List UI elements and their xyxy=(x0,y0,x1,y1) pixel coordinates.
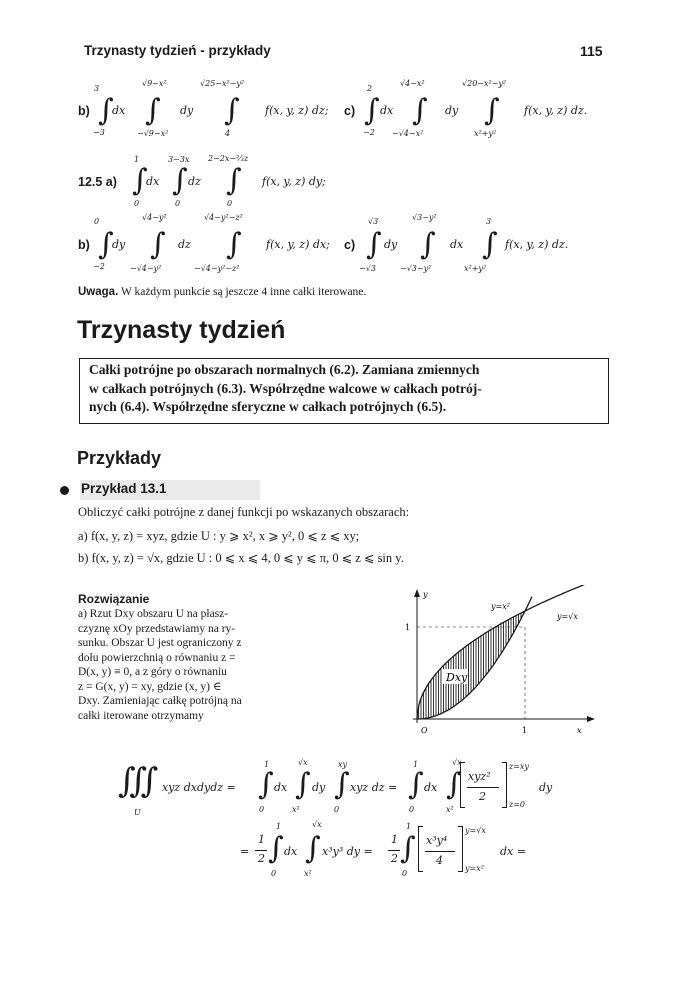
integral-sign: ∫ xyxy=(412,93,428,128)
diff: dx xyxy=(274,781,288,794)
curve2-label: y=√x xyxy=(557,612,578,621)
diff: dx xyxy=(146,175,160,188)
diff: dy xyxy=(384,238,398,251)
upper-bound: 1 xyxy=(406,822,412,831)
lower-bound: x²+y² xyxy=(474,129,497,138)
tail: dy xyxy=(539,781,553,794)
solution-heading: Rozwiązanie xyxy=(78,592,150,606)
lower-bound: −√4−x² xyxy=(392,129,424,138)
upper-bound: 3 xyxy=(94,84,100,93)
lower-bound: −2 xyxy=(363,128,375,137)
integral-sign: ∫ xyxy=(132,163,148,198)
running-title: Trzynasty tydzień - przykłady xyxy=(84,43,271,58)
solution-line: z = G(x, y) = xy, gdzie (x, y) ∈ xyxy=(78,680,222,693)
half-bar xyxy=(255,850,267,851)
diff: dz xyxy=(178,238,191,251)
note-label: Uwaga. xyxy=(78,286,119,298)
integral-sign: ∫ xyxy=(150,227,166,262)
fraction-numerator: xyz² xyxy=(468,770,491,783)
lower-bound: −√9−x² xyxy=(137,129,169,138)
solution-line: całki iterowane otrzymamy xyxy=(78,709,204,722)
note-text: W każdym punkcie są jeszcze 4 inne całki iterowane. xyxy=(120,286,367,298)
upper-bound: 2−2x−⅔z xyxy=(208,154,249,163)
solution-line: Dxy. Zamieniając całkę potrójną na xyxy=(78,695,242,707)
integral-sign: ∫ xyxy=(482,227,498,262)
integral-sign: ∫ xyxy=(305,831,321,866)
solution-text xyxy=(78,607,290,723)
integral-sign: ∫ xyxy=(420,227,436,262)
integral-sign: ∫ xyxy=(268,831,284,866)
upper-bound: 1 xyxy=(413,760,419,769)
lower-bound: x² xyxy=(446,805,454,814)
upper-bound: √4−y²−z² xyxy=(204,213,243,222)
eval-lower: z=0 xyxy=(509,800,526,809)
fraction-denominator: 2 xyxy=(479,790,486,803)
right-bracket xyxy=(502,762,507,808)
eval-upper: y=√x xyxy=(465,826,486,835)
integral-sign: ∫ xyxy=(366,227,382,262)
half-denominator: 2 xyxy=(391,852,398,865)
upper-bound: 0 xyxy=(94,217,100,226)
solution-line: dołu powierzchnią o równaniu z = xyxy=(78,651,236,664)
fraction-numerator: x³y⁴ xyxy=(426,834,448,847)
lower-bound: x² xyxy=(292,805,300,814)
x-tick-label: 1 xyxy=(522,726,528,735)
integrand: f(x, y, z) dz. xyxy=(505,238,569,251)
triple-integral-sign: ∭ xyxy=(118,761,147,801)
lower-bound: 0 xyxy=(271,869,277,878)
lower-bound: −2 xyxy=(93,262,105,271)
diff: dy xyxy=(312,781,326,794)
upper-bound: √x xyxy=(298,758,308,767)
lower-bound: 0 xyxy=(134,199,140,208)
fraction-denominator: 4 xyxy=(436,854,443,867)
upper-bound: √9−x² xyxy=(142,79,167,88)
lower-bound: −√4−y² xyxy=(130,264,162,273)
example-title: Przykład 13.1 xyxy=(81,481,167,496)
solution-line: sunku. Obszar U jest ograniczony z xyxy=(78,637,242,649)
topics-line: Całki potrójne po obszarach normalnych (6.2). Zamiana zmiennych xyxy=(89,362,480,377)
integral-sign: ∫ xyxy=(295,767,311,802)
upper-bound: √x xyxy=(452,758,462,767)
upper-bound: √20−x²−y² xyxy=(462,79,507,88)
diff: dx xyxy=(450,238,464,251)
upper-bound: √4−x² xyxy=(400,79,425,88)
tail: dx = xyxy=(500,845,526,858)
integral-sign: ∫ xyxy=(98,227,114,262)
label-12-5a: 12.5 a) xyxy=(78,175,117,189)
integral-sign: ∫ xyxy=(408,767,424,802)
integral-sign: ∫ xyxy=(364,93,380,128)
lower-bound: 0 xyxy=(334,805,340,814)
lower-bound: 0 xyxy=(175,199,181,208)
lower-bound: x²+y² xyxy=(464,264,487,273)
example-intro: Obliczyć całki potrójne z danej funkcji po wskazanych obszarach: xyxy=(78,505,410,519)
integrand: f(x, y, z) dy; xyxy=(262,175,326,188)
integrand: xyz dz = xyxy=(350,781,398,794)
lower-bound: 4 xyxy=(225,129,231,138)
integrand: x³y³ dy = xyxy=(322,845,373,858)
upper-bound: 1 xyxy=(264,760,270,769)
topics-line: nych (6.4). Współrzędne sferyczne w całkach potrójnych (6.5). xyxy=(89,399,447,414)
y-tick-label: 1 xyxy=(405,623,411,632)
half-bar xyxy=(388,850,400,851)
half-denominator: 2 xyxy=(258,852,265,865)
upper-bound: √4−y² xyxy=(142,213,167,222)
region-figure xyxy=(395,585,605,735)
diff: dx xyxy=(284,845,298,858)
diff: dy xyxy=(112,238,126,251)
examples-heading: Przykłady xyxy=(77,448,162,468)
x-axis-label: x xyxy=(577,726,582,735)
example-item-a: a) f(x, y, z) = xyz, gdzie U : y ⩾ x², x ⩾ y², 0 ⩽ z ⩽ xy; xyxy=(78,529,360,543)
page-number: 115 xyxy=(580,43,603,59)
left-bracket xyxy=(418,826,423,872)
integrand: f(x, y, z) dx; xyxy=(266,238,330,251)
upper-bound: 1 xyxy=(134,155,140,164)
diff: dy xyxy=(445,104,459,117)
upper-bound: √3 xyxy=(368,217,379,226)
y-axis-arrow-icon xyxy=(414,589,420,597)
integrand: f(x, y, z) dz. xyxy=(524,104,588,117)
lower-bound: 0 xyxy=(227,199,233,208)
right-bracket xyxy=(458,826,463,872)
topics-text xyxy=(89,361,482,417)
fraction-bar xyxy=(467,787,499,788)
lower-bound: 0 xyxy=(409,805,415,814)
lhs: xyz dxdydz = xyxy=(162,781,236,794)
lower-bound: −√3 xyxy=(359,264,376,273)
integral-sign: ∫ xyxy=(400,831,416,866)
half-numerator: 1 xyxy=(258,833,265,846)
lower-bound: −3 xyxy=(93,128,105,137)
integral-sign: ∫ xyxy=(258,767,274,802)
lower-bound: −√4−y²−z² xyxy=(194,264,240,273)
topics-line: w całkach potrójnych (6.3). Współrzędne walcowe w całkach potrój- xyxy=(89,380,482,396)
integral-sign: ∫ xyxy=(446,767,462,802)
upper-bound: √25−x²−y² xyxy=(200,79,245,88)
lower-bound: −√3−y² xyxy=(400,264,432,273)
y-axis-label: y xyxy=(423,590,428,599)
label-c: c) xyxy=(344,238,356,252)
diff: dy xyxy=(180,104,194,117)
solution-line: D(x, y) ≡ 0, a z góry o równaniu xyxy=(78,666,227,678)
origin-label: O xyxy=(421,726,428,735)
eval-lower: y=x² xyxy=(465,864,484,873)
solution-line: a) Rzut Dxy obszaru U na płasz- xyxy=(78,608,229,620)
upper-bound: xy xyxy=(338,760,348,769)
fraction-bar xyxy=(425,851,455,852)
upper-bound: √3−y² xyxy=(412,213,437,222)
integral-sign: ∫ xyxy=(484,93,500,128)
lower-bound: 0 xyxy=(259,805,265,814)
eval-upper: z=xy xyxy=(509,762,529,771)
upper-bound: 3−3x xyxy=(168,155,190,164)
equals: = xyxy=(240,845,250,858)
integral-sign: ∫ xyxy=(98,93,114,128)
lower-bound: x² xyxy=(304,869,312,878)
integral-sign: ∫ xyxy=(224,93,240,128)
half-numerator: 1 xyxy=(391,833,398,846)
upper-bound: 1 xyxy=(276,822,282,831)
bullet-icon xyxy=(60,486,69,495)
region-label: Dxy xyxy=(446,671,468,684)
domain-label: U xyxy=(134,808,141,817)
x-axis-arrow-icon xyxy=(587,716,595,722)
diff: dz xyxy=(188,175,201,188)
label-b: b) xyxy=(78,104,90,118)
integrand: f(x, y, z) dz; xyxy=(265,104,329,117)
section-title: Trzynasty tydzień xyxy=(77,316,286,344)
label-c: c) xyxy=(344,104,356,118)
upper-bound: 2 xyxy=(367,84,373,93)
integral-sign: ∫ xyxy=(145,93,161,128)
note xyxy=(78,286,366,298)
example-item-b: b) f(x, y, z) = √x, gdzie U : 0 ⩽ x ⩽ 4, 0 ⩽ y ⩽ π, 0 ⩽ z ⩽ sin y. xyxy=(78,551,404,565)
integral-sign: ∫ xyxy=(334,767,350,802)
left-bracket xyxy=(460,762,465,808)
diff: dx xyxy=(424,781,438,794)
curve1-label: y=x² xyxy=(491,602,510,611)
diff: dx xyxy=(380,104,394,117)
integral-sign: ∫ xyxy=(172,163,188,198)
upper-bound: √x xyxy=(312,820,322,829)
integral-sign: ∫ xyxy=(226,163,242,198)
upper-bound: 3 xyxy=(486,217,492,226)
lower-bound: 0 xyxy=(402,869,408,878)
label-b: b) xyxy=(78,238,90,252)
diff: dx xyxy=(112,104,126,117)
integral-sign: ∫ xyxy=(226,227,242,262)
solution-line: czyznę xOy przedstawiamy na ry- xyxy=(78,622,236,635)
